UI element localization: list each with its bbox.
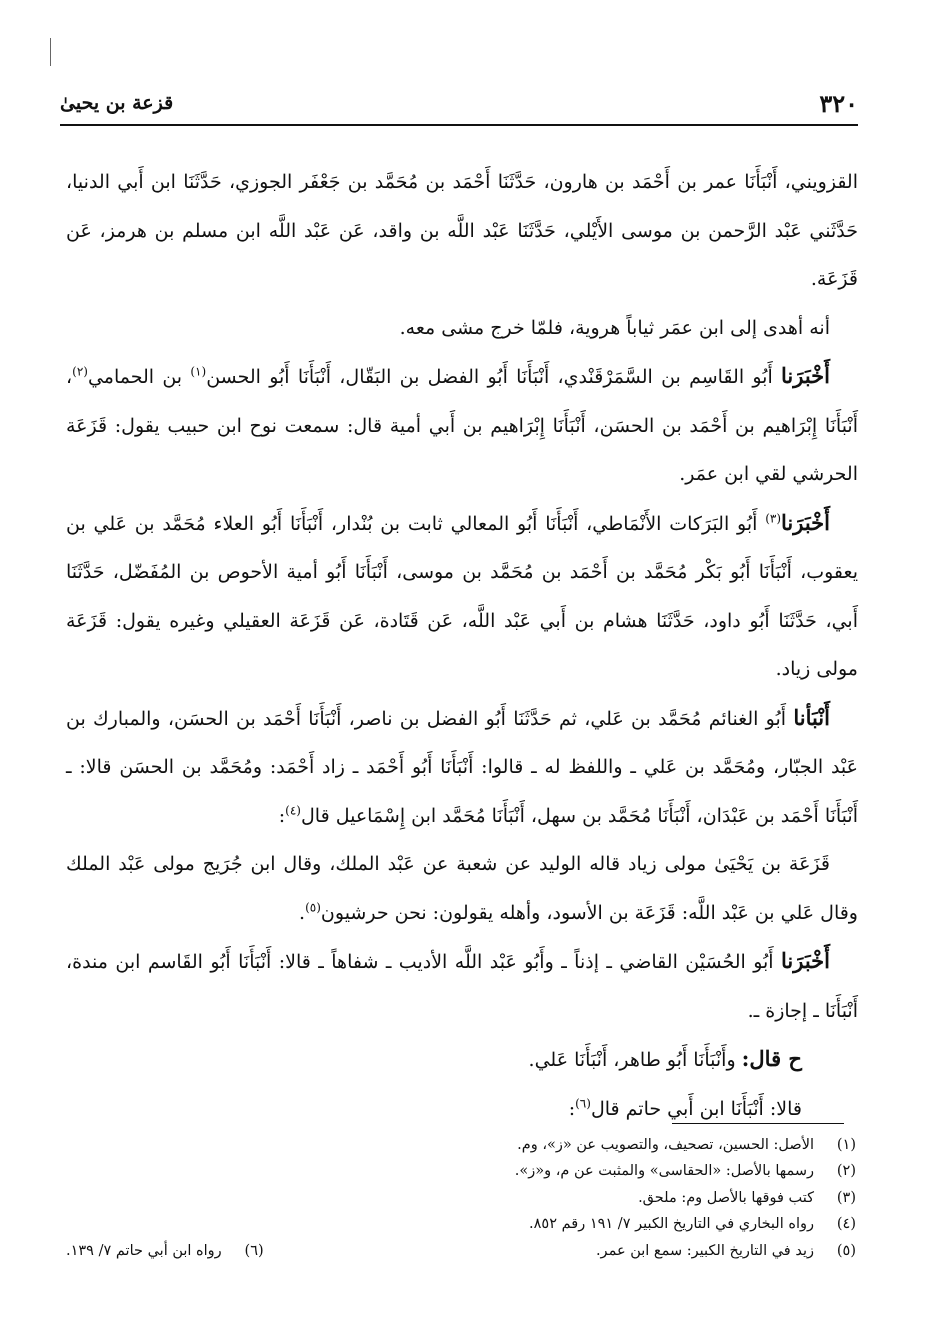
text-line: ابن أَبي الدنيا، حَدَّثَني عَبْد الرَّحمن بن موسى الأَيْلي، حَدَّثَنَا عَبْد اللَّه بن واقد، عَن عَبْد اللَّه [66, 171, 858, 242]
paragraph-1 [66, 158, 858, 304]
text-run: قَزَعَة بن يَحْيَىٰ مولى زياد قاله الوليد عن شعبة عن عَبْد الملك، وقال ابن جُرَيج مولى عَبْد الملك وقال عَلي بن عَبْد اللَّه: قَزَعَة بن الأسود، وأهله يقولون: نحن حرشيون [66, 853, 858, 924]
main-text [66, 158, 858, 1133]
paragraph-9 [66, 1085, 858, 1134]
footnote-text: رسمها بالأصل: «الحقاسى» والمثبت عن م، و«ز». [514, 1163, 814, 1180]
transmission-keyword: أَخْبَرَنا [781, 948, 830, 973]
text-run: قالا: أَنْبَأَنَا ابن أَبي حاتم قال [590, 1097, 802, 1120]
footnote-4 [66, 1211, 856, 1237]
paragraph-7 [66, 937, 858, 1035]
footnote-separator [672, 1123, 844, 1124]
paragraph-3 [66, 352, 858, 499]
margin-mark [50, 38, 51, 66]
transmission-keyword: أَخْبَرَنا [781, 363, 830, 388]
footnote-number: (٦) [244, 1242, 264, 1259]
footnote-text: الأصل: الحسين، تصحيف، والتصويب عن «ز»، وم. [517, 1137, 814, 1153]
page-header [60, 82, 858, 126]
paragraph-2 [66, 304, 858, 353]
transmission-keyword: أَخْبَرَنا [781, 509, 830, 535]
footnote-row-5-6 [66, 1238, 856, 1264]
footnote-6 [66, 1238, 264, 1264]
paragraph-4 [66, 499, 858, 694]
footnote-2 [66, 1158, 856, 1184]
footnote-marker: (٦) [575, 1096, 591, 1111]
footnote-number: (٤) [836, 1216, 856, 1233]
footnote-number: (٢) [836, 1163, 856, 1180]
text-run: ، أَنْبَأَنَا إِبْرَاهيم بن أَحْمَد بن الحسَن، أَنْبَأَنَا إِبْرَاهيم بن أَبي أمية قال: سمعت نوح ابن حبيب يقول: قَزَعَة الحرشي لقي ابن عمَر. [66, 366, 858, 485]
footnotes [66, 1132, 856, 1264]
paragraph-5 [66, 694, 858, 841]
footnote-marker: (٣) [765, 511, 782, 526]
page-number: ٣٢٠ [819, 88, 858, 118]
footnote-marker: (٥) [305, 900, 321, 915]
text-line: ابن مسلم بن هرمز، عَن قَزَعَة. [66, 219, 858, 290]
footnote-number: (٥) [836, 1242, 856, 1259]
footnote-marker: (١) [190, 364, 207, 379]
text-run: : [278, 804, 286, 827]
footnote-number: (٣) [836, 1189, 856, 1206]
text-run: أَبُو القَاسِم بن السَّمَرْقَنْدي، أَنْبَأَنَا أَبُو الفضل بن البَقّال، أَنْبَأَنَا أَبُو الحسن [206, 366, 782, 388]
text-run: أَبُو البَرَكات الأَنْمَاطي، أَنْبَأَنَا أَبُو المعالي ثابت بن بُنْدار، أَنْبَأَنَا أَبُو العلاء مُحَمَّد بن عَلي بن يعقوب، أَنْبَأَنَا أَبُو بَكْر مُحَمَّد بن أَحْمَد بن مُحَمَّد بن موسى، أَنْبَأَنَا أَبُو أمية الأحوص بن المُفَضّل، حَدَّثَنَا أَبي، حَدَّثَنَا أَبُو داود، حَدَّثَنَا هشام بن أَبي عَبْد اللَّه، عَن قَتَادة، عَن قَزَعَة العقيلي وغيره يقول: قَزَعَة مولى زياد. [66, 512, 858, 680]
transmission-keyword: ح قال: [741, 1046, 802, 1071]
footnote-1 [66, 1132, 856, 1158]
text-run: أنه أهدى إلى ابن عمَر ثياباً هروية، فلمّا خرج مشى معه. [399, 316, 830, 339]
text-run: وأَنْبَأَنَا أَبُو طاهر، أَنْبَأَنَا عَلي. [528, 1049, 742, 1071]
footnote-text: رواه البخاري في التاريخ الكبير ٧/ ١٩١ رقم ٨٥٢. [529, 1216, 814, 1233]
footnote-text: زيد في التاريخ الكبير: سمع ابن عمر. [595, 1242, 814, 1259]
footnote-marker: (٤) [285, 803, 301, 818]
footnote-text: كتب فوقها بالأصل وم: ملحق. [638, 1189, 814, 1206]
footnote-3 [66, 1185, 856, 1211]
footnote-marker: (٢) [72, 364, 88, 379]
footnote-text: رواه ابن أبي حاتم ٧/ ١٣٩. [66, 1242, 222, 1259]
running-title: قزعة بن يحيىٰ [60, 92, 174, 114]
text-run: . [299, 901, 306, 924]
text-line: القزويني، أَنْبَأَنَا عمر بن أَحْمَد بن هارون، حَدَّثَنَا أَحْمَد بن مُحَمَّد بن جَعْفَر الجوزي، حَدَّثَنَا [183, 171, 859, 193]
footnote-number: (١) [836, 1137, 856, 1153]
text-run: : [568, 1097, 576, 1120]
text-run: أَبُو الغنائم مُحَمَّد بن عَلي، ثم حَدَّثَنَا أَبُو الفضل بن ناصر، أَنْبَأَنَا أَحْمَد بن الحسَن، والمبارك بن عَبْد الجبّار، ومُحَمَّد بن عَلي ـ واللفظ له ـ قالوا: أَنْبَأَنَا أَبُو أَحْمَد ـ زاد أَحْمَد: ومُحَمَّد بن الحسَن قالا: ـ أَنْبَأَنَا أَحْمَد بن عَبْدَان، أَنْبَأَنَا مُحَمَّد بن سهل، أَنْبَأَنَا مُحَمَّد ابن إِسْمَاعيل قال [66, 707, 858, 827]
transmission-keyword: أَنْبَأنا [793, 704, 830, 730]
text-run: بن الحمامي [87, 366, 191, 388]
text-run: أَبُو الحُسَيْن القاضي ـ إذناً ـ وأَبُو عَبْد اللَّه الأديب ـ شفاهاً ـ قالا: أَنْبَأَنَا أَبُو القَاسم ابن مندة، أَنْبَأَنَا ـ إجازة ـ. [66, 951, 858, 1022]
paragraph-6 [66, 840, 858, 937]
paragraph-8 [66, 1035, 858, 1085]
